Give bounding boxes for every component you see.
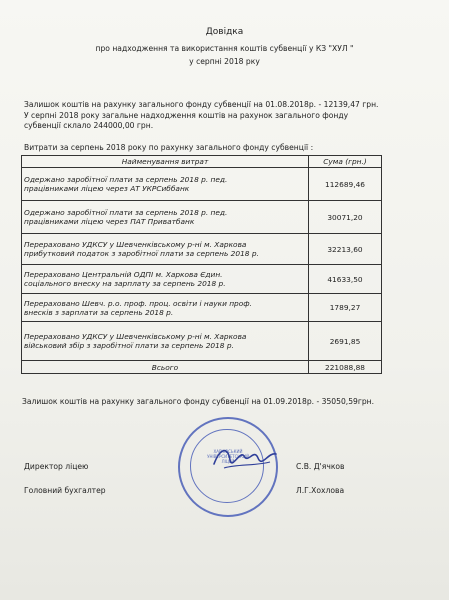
total-sum: 221088,88 [309,361,382,374]
table-row [22,201,382,234]
accountant-name: Л.Г.Хохлова [296,486,345,495]
document-subtitle: про надходження та використання коштів субвенції у КЗ "ХУЛ " [95,44,354,53]
expense-name [22,265,309,294]
expense-name [22,168,309,201]
expense-sum: 112689,46 [309,168,382,201]
expense-sum: 30071,20 [309,201,382,234]
expense-name-line: прибутковий податок з заробітної плати за серпень 2018 р. [24,249,259,259]
expense-name-line: Одержано заробітної плати за серпень 2018 р. пед. [24,175,228,184]
expense-name-line: Перераховано Центральній ОДПІ м. Харкова Єдин. [24,270,223,279]
table-row [22,265,382,294]
expense-name-line: військовий збір з заробітної плати за серпень 2018 р. [24,341,234,351]
expense-sum: 41633,50 [309,265,382,294]
column-header-name: Найменування витрат [22,156,309,168]
expense-name [22,322,309,361]
document-subtitle-period: у серпні 2018 рку [189,57,260,66]
column-header-sum: Сума (грн.) [309,156,382,168]
document-title: Довідка [205,27,244,37]
table-row [22,168,382,201]
expense-name-line: Перераховано УДКСУ у Шевченківському р-ні м. Харкова [24,240,247,249]
expenses-table [21,155,382,374]
expense-name-line: Перераховано УДКСУ у Шевченківському р-ні м. Харкова [24,332,247,341]
expense-name [22,294,309,322]
expense-name-line: соціального внеску на зарплату за серпень 2018 р. [24,279,226,289]
expense-name [22,201,309,234]
income-amount: субвенції склало 244000,00 грн. [24,121,154,130]
expense-name-line: Одержано заробітної плати за серпень 2018 р. пед. [24,208,228,217]
director-name: С.В. Д'ячков [296,462,345,471]
expense-name-line: Перераховано Шевч. р.о. проф. проц. освіти і науки проф. [24,298,252,308]
expense-sum: 32213,60 [309,234,382,265]
expense-sum: 2691,85 [309,322,382,361]
table-total-row [22,361,382,374]
closing-balance: Залишок коштів на рахунку загального фонду субвенції на 01.09.2018р. - 35050,59грн. [22,397,375,406]
table-row [22,234,382,265]
expense-name [22,234,309,265]
director-signature [210,438,280,478]
table-header-row [22,156,382,168]
accountant-role: Головний бухгалтер [24,486,106,495]
total-label: Всього [22,361,309,374]
stamp-text: ХАРКІВСЬКИЙ УНІВЕРСИТЕТСЬКИЙ ЛІЦЕЙ [207,449,249,464]
expense-name-line: працівниками ліцею через ПАТ Приватбанк [24,217,195,227]
table-row [22,294,382,322]
expense-name-line: працівниками ліцею через АТ УКРСиббанк [24,184,190,194]
income-line: У серпні 2018 року загальне надходження коштів на рахунок загального фонду [24,111,349,120]
table-row [22,322,382,361]
opening-balance: Залишок коштів на рахунку загального фонду субвенції на 01.08.2018р. - 12139,47 грн. [24,100,379,109]
expense-sum: 1789,27 [309,294,382,322]
expense-name-line: внесків з зарплати за серпень 2018 р. [24,307,174,317]
expenses-caption: Витрати за серпень 2018 року по рахунку загального фонду субвенції : [24,143,314,152]
director-role: Директор ліцею [24,462,89,471]
